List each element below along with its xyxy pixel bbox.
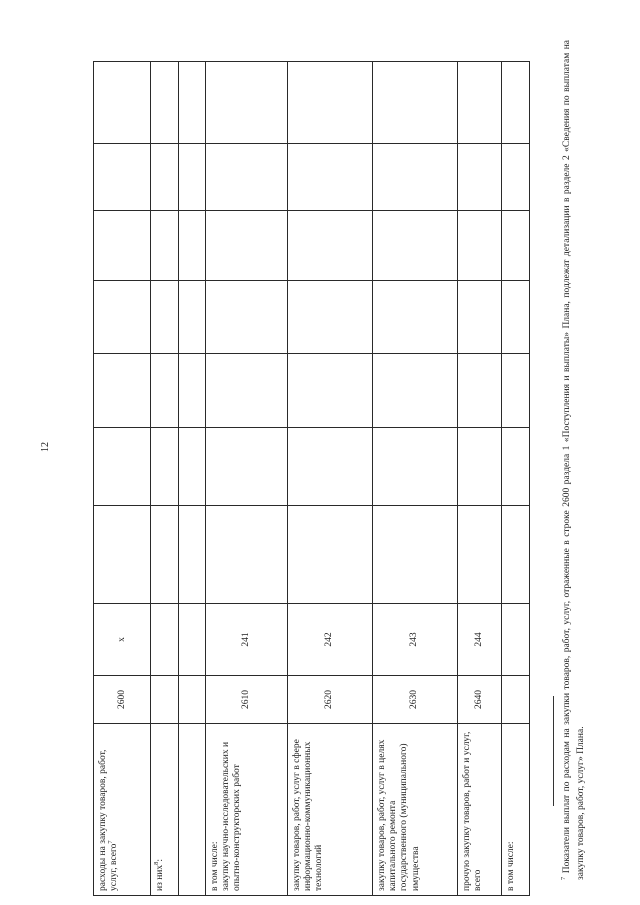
- row-code: 2600: [94, 676, 151, 724]
- value-cell: [502, 506, 530, 604]
- table-row: [179, 62, 206, 896]
- value-cell: [151, 354, 179, 428]
- row-code: 2610: [205, 676, 287, 724]
- value-cell: [151, 62, 179, 144]
- value-cell: [94, 62, 151, 144]
- value-cell: [502, 281, 530, 354]
- table-row: [502, 62, 530, 896]
- row-code: 2630: [373, 676, 458, 724]
- value-cell: [502, 211, 530, 281]
- value-cell: [94, 281, 151, 354]
- row-name-suffix: :: [155, 858, 166, 862]
- row-name: [179, 724, 206, 896]
- value-cell: [287, 354, 372, 428]
- value-cell: [458, 354, 502, 428]
- row-kosgu: [179, 604, 206, 676]
- value-cell: [205, 506, 287, 604]
- row-kosgu: 243: [373, 604, 458, 676]
- row-name: расходы на закупку товаров, работ, услуг, всего: [98, 749, 120, 891]
- row-name: в том числе: закупку научно-исследовательских и опытно-конструкторских работ: [205, 724, 287, 896]
- value-cell: [373, 144, 458, 211]
- value-cell: [458, 281, 502, 354]
- row-kosgu: 244: [458, 604, 502, 676]
- row-code: [179, 676, 206, 724]
- row-name: в том числе:: [502, 724, 530, 896]
- value-cell: [179, 281, 206, 354]
- value-cell: [179, 506, 206, 604]
- value-cell: [502, 144, 530, 211]
- value-cell: [205, 211, 287, 281]
- row-code: 2640: [458, 676, 502, 724]
- value-cell: [94, 354, 151, 428]
- value-cell: [373, 211, 458, 281]
- value-cell: [458, 506, 502, 604]
- value-cell: [179, 354, 206, 428]
- row-kosgu: 242: [287, 604, 372, 676]
- value-cell: [205, 354, 287, 428]
- expense-table: [93, 61, 530, 896]
- value-cell: [94, 144, 151, 211]
- row-kosgu: [151, 604, 179, 676]
- value-cell: [151, 428, 179, 506]
- row-name: прочую закупку товаров, работ и услуг, всего: [458, 724, 502, 896]
- value-cell: [287, 211, 372, 281]
- value-cell: [287, 62, 372, 144]
- value-cell: [502, 62, 530, 144]
- footnote-marker: 7: [559, 876, 567, 880]
- value-cell: [373, 506, 458, 604]
- value-cell: [179, 144, 206, 211]
- value-cell: [205, 281, 287, 354]
- table-row: [458, 62, 502, 896]
- page-number: 12: [40, 442, 51, 452]
- row-name: закупку товаров, работ, услуг в сфере информационно-коммуникационных технологий: [287, 724, 372, 896]
- footnote-text: Показатели выплат по расходам на закупки товаров, работ, услуг, отраженные в строке 2600 раздела 1 «Поступления и выплаты» Плана, подлежат детализации в разделе 2 «Сведения по выплатам на закупку товаров, работ, услуг» Плана.: [562, 40, 586, 880]
- value-cell: [94, 506, 151, 604]
- value-cell: [502, 354, 530, 428]
- row-kosgu: x: [94, 604, 151, 676]
- value-cell: [373, 428, 458, 506]
- row-kosgu: 241: [205, 604, 287, 676]
- row-name-cell: [94, 724, 151, 896]
- row-name-cell: [151, 724, 179, 896]
- value-cell: [458, 62, 502, 144]
- value-cell: [373, 281, 458, 354]
- value-cell: [458, 428, 502, 506]
- value-cell: [151, 211, 179, 281]
- value-cell: [205, 144, 287, 211]
- table-row: [94, 62, 151, 896]
- row-code: 2620: [287, 676, 372, 724]
- value-cell: [151, 144, 179, 211]
- row-kosgu: [502, 604, 530, 676]
- value-cell: [458, 144, 502, 211]
- value-cell: [458, 211, 502, 281]
- table-row: [151, 62, 179, 896]
- footnote-ref: 7: [107, 840, 115, 844]
- table-row: [287, 62, 372, 896]
- row-name: из них: [155, 864, 166, 891]
- table-row: [373, 62, 458, 896]
- footnote-separator: [553, 696, 554, 806]
- value-cell: [205, 428, 287, 506]
- value-cell: [94, 211, 151, 281]
- value-cell: [287, 144, 372, 211]
- value-cell: [502, 428, 530, 506]
- value-cell: [179, 62, 206, 144]
- value-cell: [151, 281, 179, 354]
- value-cell: [179, 428, 206, 506]
- value-cell: [94, 428, 151, 506]
- row-code: [502, 676, 530, 724]
- value-cell: [179, 211, 206, 281]
- value-cell: [287, 281, 372, 354]
- row-name: закупку товаров, работ, услуг в целях капитального ремонта государственного (муниципального) имущества: [373, 724, 458, 896]
- footnote: [560, 40, 588, 880]
- row-code: [151, 676, 179, 724]
- table-row: [205, 62, 287, 896]
- value-cell: [287, 506, 372, 604]
- value-cell: [373, 354, 458, 428]
- value-cell: [373, 62, 458, 144]
- value-cell: [205, 62, 287, 144]
- footnote-ref: 8: [153, 861, 161, 865]
- value-cell: [287, 428, 372, 506]
- value-cell: [151, 506, 179, 604]
